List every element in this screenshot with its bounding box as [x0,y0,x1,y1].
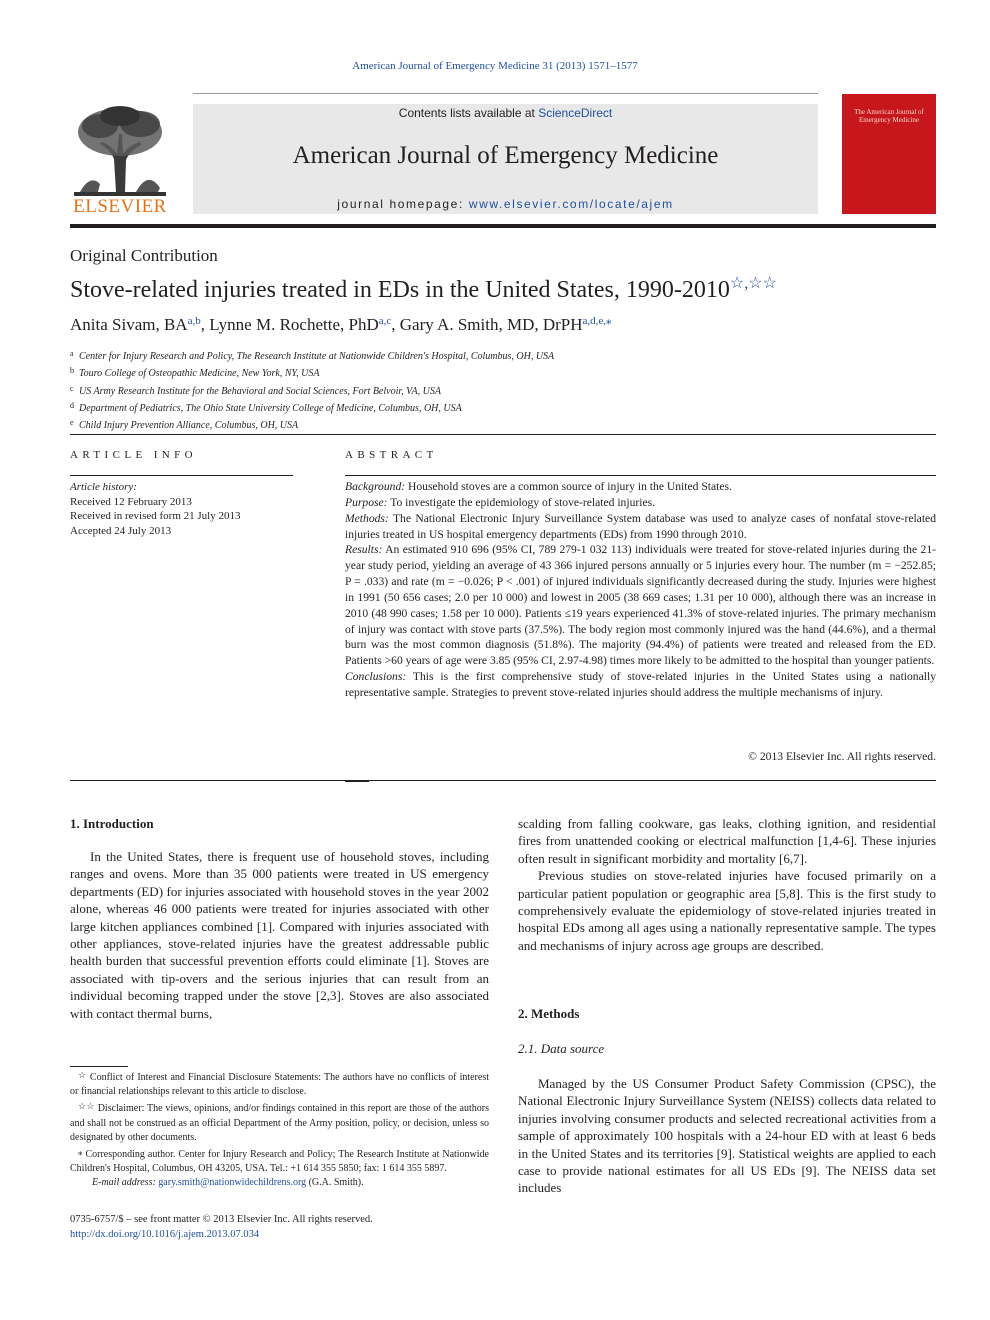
abstract-paragraph [345,669,936,701]
journal-cover-thumbnail[interactable] [842,94,936,214]
section-heading-methods: 2. Methods [518,1006,580,1021]
elsevier-logo[interactable] [70,104,170,216]
journal-banner [193,104,818,214]
body-column-right-top [518,815,936,954]
article-title-text: Stove-related injuries treated in EDs in the United States, 1990-2010 [70,277,730,303]
body-paragraph: In the United States, there is frequent use of household stoves, including ranges and ovens. More than 35 000 patients were treated in US emergency departments (ED) for injuries associated with household stoves in the year 2002 alone, whereas 46 000 patients were treated for injuries associated with other large kitchen appliances combined [1]. Compared with injuries associated with other appliances, stove-related injuries have the greatest addressable public health burden that successful prevention efforts could eliminate [1]. Stoves are associated with tip-overs and the serious injuries that can result from an individual becoming trapped under the stove [2,3]. Stoves are also associated with contact thermal burns, [70,849,489,1021]
author-affiliation-marks[interactable]: a,d,e,⁎ [582,315,612,327]
subsection-heading-data-source: 2.1. Data source [518,1041,605,1056]
journal-name: American Journal of Emergency Medicine [292,142,719,169]
article-info-heading: ARTICLE INFO [70,449,197,461]
article-history [70,480,240,539]
footnote-mark: ☆ [78,1070,87,1080]
abstract-label: Results: [345,543,383,557]
body-paragraph: Managed by the US Consumer Product Safety Commission (CPSC), the National Electronic Injury Surveillance System (NEISS) collects data related to injuries involving consumer products and selected recreational activities from a sample of approximately 100 hospitals with a 24-hour ED with at least 6 beds in the United States and its territories [9]. Statistical weights are applied to each case to provide national estimates for all US EDs [9]. The NEISS data set includes [518,1076,936,1196]
affiliation-text: Center for Injury Research and Policy, The Research Institute at Nationwide Children's Hospital, Columbus, OH, USA [79,351,555,362]
abstract-copyright: © 2013 Elsevier Inc. All rights reserved. [748,750,936,763]
author-separator: , [391,315,400,334]
contents-line [193,106,818,120]
footnote-text: Corresponding author. Center for Injury Research and Policy; The Research Institute at Nationwide Children's Hospital, Columbus, OH 43205, USA. Tel.: +1 614 355 5850; fax: 1 614 355 5897. [70,1149,489,1175]
body-paragraph: scalding from falling cookware, gas leaks, clothing ignition, and residential fires from unattended cooking or electrical malfunction [1,4-6]. These injuries often result in significant morbidity and mortality [6,7]. [518,816,936,866]
contents-prefix: Contents lists available at [398,106,539,120]
abstract-rule [345,475,936,476]
footnote-text: Conflict of Interest and Financial Disclosure Statements: The authors have no conflicts of interest or financial relationships relevant to this article to disclose. [70,1072,489,1098]
abstract-end-rule [70,780,936,781]
publisher-name: ELSEVIER [73,196,167,217]
homepage-link[interactable]: www.elsevier.com/locate/ajem [468,197,674,211]
history-revised: Received in revised form 21 July 2013 [70,510,241,523]
abstract-text: This is the first comprehensive study of stove-related injuries in the United States using a nationally representative sample. Strategies to prevent stove-related injuries should address the multiple mechanisms of injury. [345,670,936,699]
author[interactable]: Gary A. Smith, MD, DrPH [399,315,583,334]
footnote-mark: ☆☆ [78,1101,95,1112]
affiliation-key: a [70,349,74,358]
affiliation-list [70,347,554,433]
footnote-rule [70,1066,128,1067]
history-label: Article history: [70,481,137,493]
abstract-end-mark [345,780,369,782]
abstract-text: The National Electronic Injury Surveillance System database was used to analyze cases of nonfatal stove-related injuries treated in US hospital emergency departments (EDs) from 1990 through 2010. [345,511,936,541]
abstract-label: Background: [345,480,406,493]
affiliation-key: d [70,400,74,410]
affiliation-key: e [70,418,74,428]
body-paragraph: Previous studies on stove-related injuries have focused primarily on a particular patient population or geographic area [5,8]. This is the first study to comprehensively evaluate the epidemiology of stove-related injuries treated in hospital EDs among all ages using a nationally representative sample. The types and mechanisms of injury across age groups are described. [518,868,936,953]
footnote-text: Disclaimer: The views, opinions, and/or findings contained in this report are those of the authors and shall not be construed as an official Department of the Army position, policy, or decision, unless so designated by other documents. [70,1103,489,1143]
affiliation [70,382,554,399]
history-received: Received 12 February 2013 [70,495,192,508]
abstract-paragraph [345,542,936,669]
body-column-right-bottom [518,1075,936,1197]
abstract-label: Conclusions: [345,670,407,684]
affiliation-text: US Army Research Institute for the Behavioral and Social Sciences, Fort Belvoir, VA, USA [79,385,441,397]
abstract-text: To investigate the epidemiology of stove-related injuries. [387,495,656,509]
footnote [70,1068,489,1099]
affiliation-key: b [70,366,74,376]
email-suffix: (G.A. Smith). [306,1177,364,1189]
footnotes [70,1068,489,1191]
abstract-paragraph [345,495,936,511]
author-separator: , [200,315,210,334]
sciencedirect-link[interactable]: ScienceDirect [538,106,613,120]
journal-homepage [193,197,818,211]
affiliation-text: Child Injury Prevention Alliance, Columbus, OH, USA [79,420,299,432]
abstract-text: Household stoves are a common source of injury in the United States. [405,480,732,493]
affiliation [70,416,554,433]
article-type: Original Contribution [70,246,218,265]
abstract-label: Methods: [345,511,389,525]
abstract-text: An estimated 910 696 (95% CI, 789 279-1 032 113) individuals were treated for stove-related injuries during the 21-year study period, yielding an average of 43 366 injured persons annually or 5 injuries every hour. The number (m = −252.85; P = .033) and rate (m = −0.026; P < .001) of injured individuals significantly decreased during the study. Injuries were highest in 1991 (50 656 cases; 2.0 per 10 000) and lowest in 2005 (38 669 cases; 1.31 per 10 000), although there was an increase in 2010 (48 990 cases; 1.58 per 10 000). Patients ≤19 years experienced 41.3% of stove-related injuries. The primary mechanism of injury was contact with stove parts (37.5%). The body region most commonly injured was the hand (44.6%), and a thermal burn was the most common diagnosis (51.8%). The majority (94.4%) of patients were treated and released from the ED. Patients >60 years of age were 3.85 (95% CI, 2.97-4.98) times more likely to be admitted to the hospital than younger patients. [345,543,936,668]
footnote [70,1145,489,1176]
affiliation-key: c [70,383,74,393]
homepage-prefix: journal homepage: [337,197,469,211]
issn-line: 0735-6757/$ – see front matter © 2013 Elsevier Inc. All rights reserved. [70,1214,373,1225]
email-label: E-mail address: [92,1177,159,1189]
section-heading-introduction: 1. Introduction [70,816,154,831]
affiliation [70,399,554,416]
affiliation [70,347,554,364]
cover-title: The American Journal of Emergency Medicine [854,108,924,124]
journal-citation[interactable]: American Journal of Emergency Medicine 31 (2013) 1571–1577 [352,60,638,72]
title-footnote-marks[interactable]: ☆,☆☆ [729,275,777,292]
abstract-paragraph [345,479,936,495]
footnote-email [70,1176,489,1190]
affiliation-text: Touro College of Osteopathic Medicine, New York, NY, USA [79,368,320,380]
doi-link[interactable]: http://dx.doi.org/10.1016/j.ajem.2013.07.034 [70,1229,260,1240]
history-accepted: Accepted 24 July 2013 [70,525,172,538]
header-thick-rule [70,224,936,228]
email-link[interactable]: gary.smith@nationwidechildrens.org [158,1177,307,1189]
footnote-mark: ⁎ [78,1147,83,1158]
footnote [70,1099,489,1145]
author-list [70,314,612,335]
author[interactable]: Lynne M. Rochette, PhD [209,315,379,334]
abstract-heading: ABSTRACT [345,449,438,461]
affiliation-text: Department of Pediatrics, The Ohio State University College of Medicine, Columbus, OH, USA [79,402,462,414]
body-column-left [70,848,489,1022]
abstract-body [345,479,936,701]
tree-icon [70,104,170,196]
article-title [70,273,777,304]
author[interactable]: Anita Sivam, BA [70,315,188,334]
section-rule [70,434,936,435]
author-affiliation-marks[interactable]: a,c [378,315,392,327]
author-affiliation-marks[interactable]: a,b [187,315,201,327]
abstract-paragraph [345,511,936,543]
article-info-rule [70,475,293,476]
header-rule [193,93,818,94]
affiliation [70,364,554,381]
abstract-label: Purpose: [345,495,388,509]
